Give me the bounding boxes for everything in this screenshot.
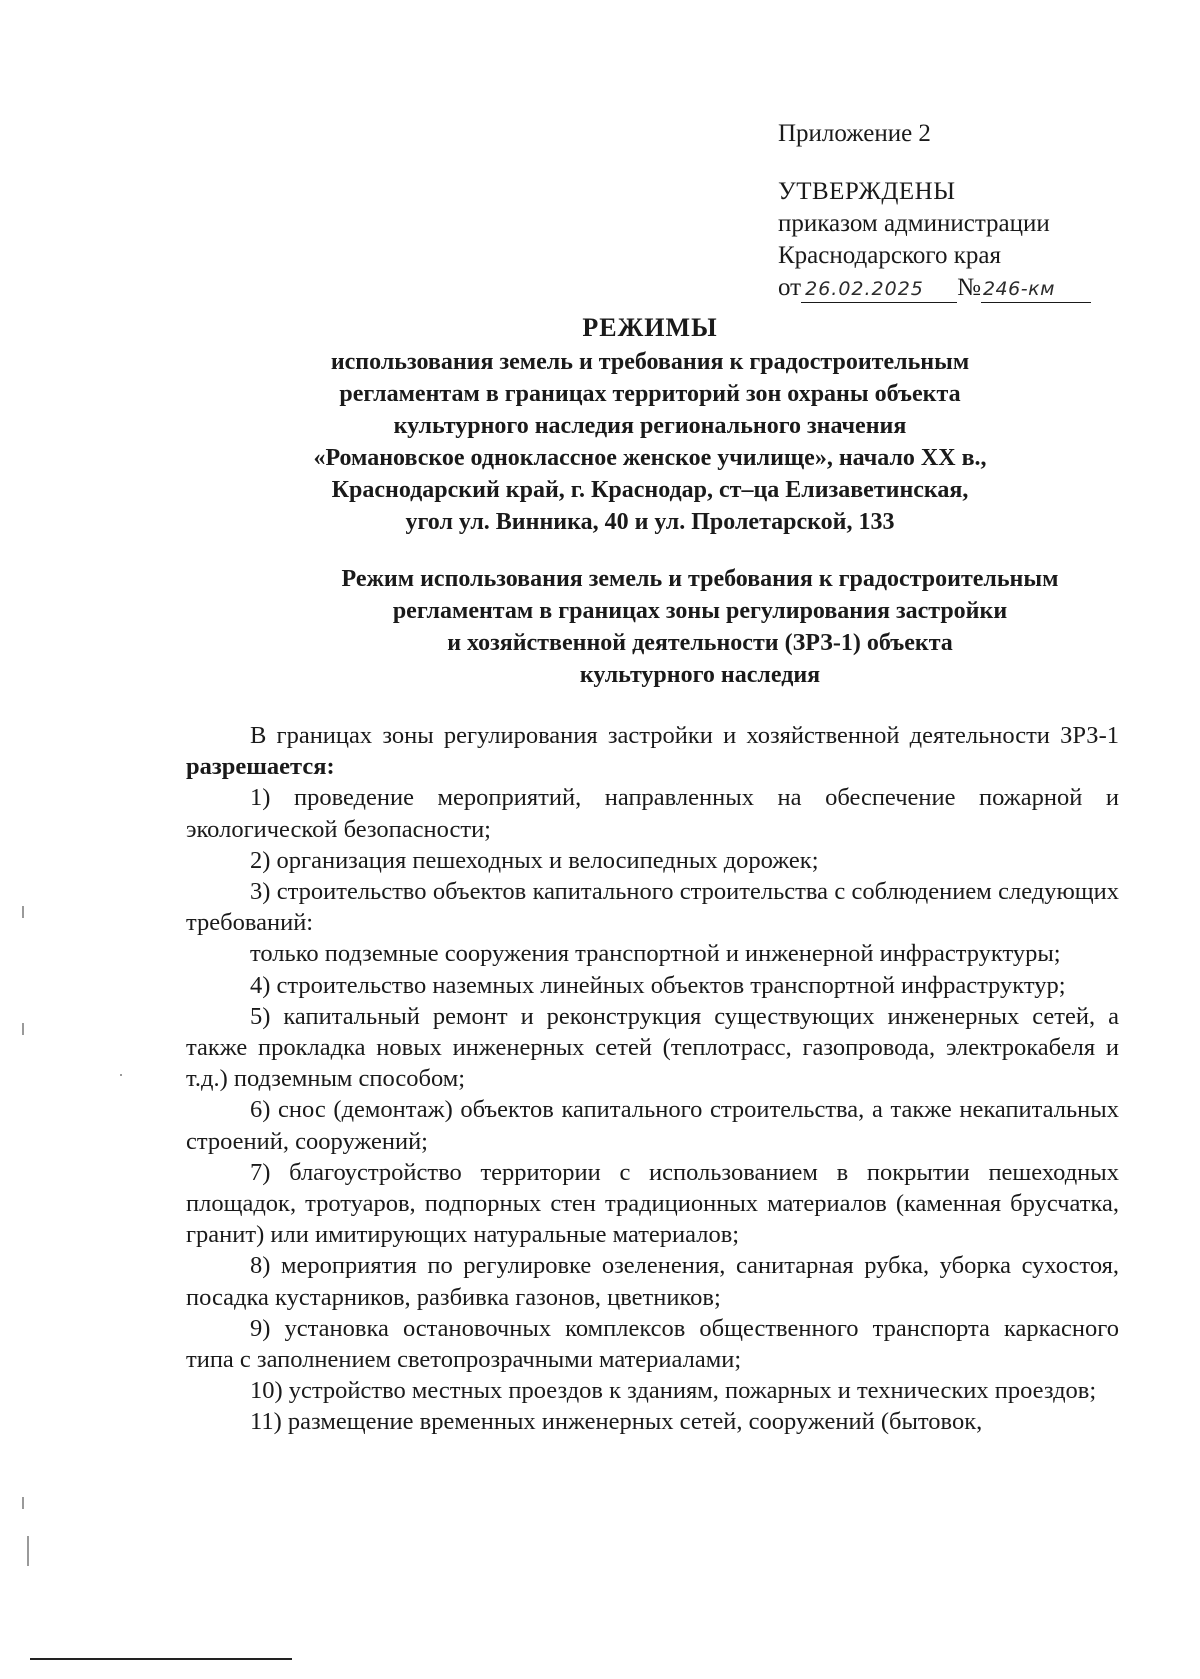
footer-rule (30, 1658, 292, 1660)
intro-bold: разрешается: (186, 753, 335, 781)
list-item: 11) размещение временных инженерных сетей, сооружений (бытовок, (250, 1408, 983, 1436)
list-item: 10) устройство местных проездов к зданиям, пожарных и технических проездов; (250, 1377, 1097, 1405)
subtitle-line: и хозяйственной деятельности (ЗРЗ-1) объекта (447, 630, 953, 656)
intro-paragraph (186, 720, 1119, 782)
list-item: 2) организация пешеходных и велосипедных дорожек; (250, 846, 819, 874)
intro-text: В границах зоны регулирования застройки и хозяйственной деятельности ЗРЗ-1 (250, 722, 1119, 749)
list-item: 4) строительство наземных линейных объектов транспортной инфраструктур; (250, 971, 1066, 999)
list-item: 5) капитальный ремонт и реконструкция существующих инженерных сетей, а также прокладка новых инженерных сетей (теплотрасс, газопровода, электрокабеля и т.д.) подземным способом; (186, 1002, 1119, 1093)
title-line: «Романовское одноклассное женское училище», начало XX в., (313, 445, 987, 471)
scan-artifact (22, 906, 24, 918)
list-item: 7) благоустройство территории с использованием в покрытии пешеходных площадок, тротуаров, подпорных стен традиционных материалов (каменная брусчатка, гранит) или имитирующих натуральные материалов; (186, 1158, 1119, 1249)
handwritten-date: 26.02.2025 (801, 276, 957, 303)
handwritten-number: 246-км (981, 276, 1091, 303)
list-item: 1) проведение мероприятий, направленных на обеспечение пожарной и экологической безопасности; (186, 784, 1119, 843)
approval-order-line: приказом администрации (778, 210, 1050, 237)
date-prefix: от (778, 274, 802, 301)
title-line: культурного наследия регионального значения (393, 413, 907, 439)
title-line: использования земель и требования к градостроительным (330, 349, 970, 375)
subtitle-line: культурного наследия (579, 662, 821, 688)
subtitle-line: регламентам в границах зоны регулирования застройки (392, 598, 1008, 624)
title-line: регламентам в границах территорий зон охраны объекта (339, 381, 961, 407)
appendix-label: Приложение 2 (778, 120, 931, 147)
approval-date-line (778, 272, 1091, 304)
list-item: 6) снос (демонтаж) объектов капитального строительства, а также некапитальных строений, сооружений; (186, 1096, 1119, 1155)
scan-artifact (120, 1074, 122, 1076)
section-subtitle (270, 563, 1130, 691)
document-title (120, 312, 1180, 538)
scan-artifact (27, 1536, 29, 1566)
scan-artifact (22, 1497, 24, 1509)
number-prefix: № (957, 274, 981, 301)
title-line: угол ул. Винника, 40 и ул. Пролетарской, 133 (405, 509, 895, 535)
approval-block (778, 118, 1091, 304)
list-item: 8) мероприятия по регулировке озеленения, санитарная рубка, уборка сухостоя, посадка кустарников, разбивка газонов, цветников; (186, 1252, 1119, 1311)
list-item: 9) установка остановочных комплексов общественного транспорта каркасного типа с заполнением светопрозрачными материалами; (186, 1314, 1119, 1374)
scan-artifact (22, 1023, 24, 1035)
body-text (186, 720, 1119, 1438)
approved-heading: УТВЕРЖДЕНЫ (778, 178, 956, 205)
title-main: РЕЖИМЫ (582, 313, 718, 342)
list-item: 3) строительство объектов капитального строительства с соблюдением следующих требований: (186, 878, 1119, 937)
list-item: только подземные сооружения транспортной и инженерной инфраструктуры; (250, 940, 1061, 968)
title-line: Краснодарский край, г. Краснодар, ст–ца Елизаветинская, (331, 477, 969, 503)
subtitle-line: Режим использования земель и требования к градостроительным (341, 566, 1059, 592)
approval-region-line: Краснодарского края (778, 242, 1001, 269)
